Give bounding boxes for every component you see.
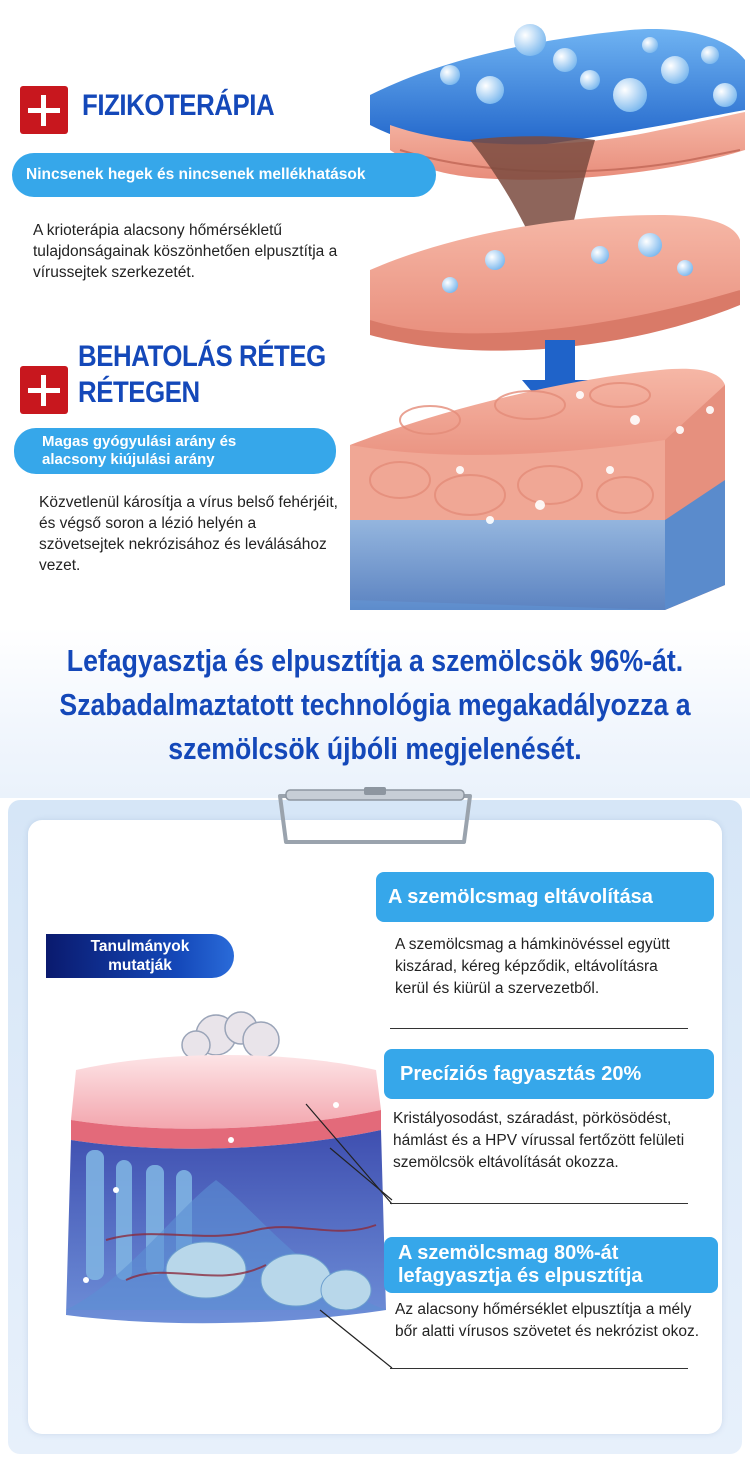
item2-text: Kristályosodást, száradást, pörkösödést, hámlást és a HPV vírussal fertőzött felületi szemölcsök eltávolítását okozza. [393, 1110, 685, 1171]
item3-title-line2: lefagyasztja és elpusztítja [398, 1265, 643, 1287]
studies-badge [46, 934, 234, 978]
section2-text: Közvetlenül károsítja a vírus belső fehérjéit, és végső soron a lézió helyén a szövetsejtek nekrózisához és leválásához vezet. [39, 494, 338, 574]
red-cross-icon [20, 86, 68, 134]
skin-layers-illustration [330, 0, 750, 620]
section1-pill [12, 153, 436, 197]
item1-title-box [376, 872, 714, 922]
badge-line1: Tanulmányok [90, 938, 190, 955]
section1-pill-text: Nincsenek hegek és nincsenek mellékhatások [26, 166, 366, 183]
red-cross-icon [20, 366, 68, 414]
item1-title: A szemölcsmag eltávolítása [388, 885, 653, 908]
section2-pill-line2: alacsony kiújulási arány [42, 451, 215, 468]
headline-line3: szemölcsök újbóli megjelenését. [168, 731, 582, 766]
section2-title-line1: BEHATOLÁS RÉTEG [78, 340, 326, 373]
headline-line2: Szabadalmaztatott technológia megakadályozza a [59, 687, 691, 722]
item2-divider [390, 1203, 688, 1204]
item2-title: Precíziós fagyasztás 20% [400, 1062, 642, 1085]
badge-line2: mutatják [108, 957, 172, 974]
item3-text: Az alacsony hőmérséklet elpusztítja a mély bőr alatti vírusos szövetet és nekrózist okoz. [395, 1301, 700, 1340]
item3-title-box [384, 1237, 718, 1293]
section2-title-line2: RÉTEGEN [78, 376, 200, 409]
item1-text: A szemölcsmag a hámkinövéssel együtt kiszárad, kéreg képződik, eltávolításra kerül és kiürül a szervezetből. [395, 936, 670, 997]
clipboard-clip-icon [272, 786, 478, 846]
section2-pill-line1: Magas gyógyulási arány és [42, 433, 237, 450]
item3-divider [390, 1368, 688, 1369]
item2-title-box [384, 1049, 714, 1099]
section1-title: FIZIKOTERÁPIA [82, 89, 275, 122]
section1-text: A krioterápia alacsony hőmérsékletű tulajdonságainak köszönhetően elpusztítja a vírussejtek szerkezetét. [33, 222, 338, 281]
item1-divider [390, 1028, 688, 1029]
item3-title-line1: A szemölcsmag 80%-át [398, 1242, 619, 1264]
section2-pill [14, 428, 336, 474]
headline-line1: Lefagyasztja és elpusztítja a szemölcsök 96%-át. [66, 643, 684, 678]
